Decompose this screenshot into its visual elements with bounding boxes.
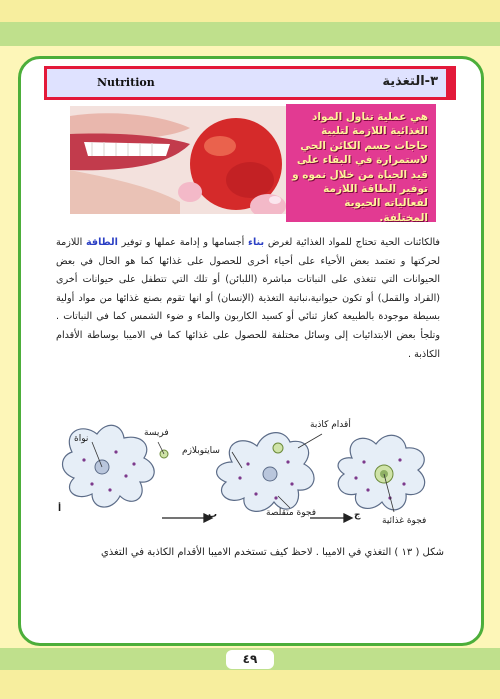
paragraph-part-2: أجسامها و إدامة عملها و توفير xyxy=(117,237,249,248)
label-cytoplasm: سايتوبلازم xyxy=(182,446,220,456)
top-yellow-band xyxy=(0,0,500,22)
label-pseudopodia: أقدام كاذبة xyxy=(310,420,351,430)
body-paragraph xyxy=(56,234,440,364)
page-number: ٤٩ xyxy=(226,650,274,669)
label-prey: فريسة xyxy=(144,428,169,438)
label-stage-c: ج xyxy=(354,510,361,520)
amoeba-b-prey xyxy=(273,443,283,453)
label-contractile-vacuole: فجوة متقلصة xyxy=(266,508,317,518)
apple-mouth-photo xyxy=(70,106,288,214)
top-green-band xyxy=(0,22,500,46)
label-stage-a: أ xyxy=(58,504,62,514)
keyword-energy: الطاقة xyxy=(85,237,118,248)
figure-caption: شكل ( ١٣ ) التغذي في الاميبا . لاحظ كيف تستخدم الاميبا الأقدام الكاذبة في التغذي xyxy=(100,547,444,558)
label-food-vacuole: فجوة غذائية xyxy=(382,516,427,526)
section-header xyxy=(44,66,456,100)
keyword-building: بناء xyxy=(248,237,265,248)
bottom-yellow-band xyxy=(0,670,500,699)
paragraph-part-1: فالكائنات الحية تحتاج للمواد الغذائية لغرض xyxy=(264,237,441,248)
label-nucleus: نواة xyxy=(74,434,89,444)
amoeba-b-nucleus xyxy=(263,467,277,481)
label-stage-b: ب xyxy=(208,510,218,520)
apple-mouth-illustration xyxy=(70,106,288,214)
section-title-arabic: ٣-التغذية xyxy=(382,74,438,89)
amoeba-feeding-figure xyxy=(52,412,452,538)
paragraph-part-3: اللازمة لحركتها و تعتمد بعض الأحياء على أحياء أخرى للحصول على غذائها كما هو الحال في بعض الحيوانات التي تتغذى على النباتات مباشرة (اللبائن) أو تلك التي تتطفل على حيوانات أخرى (القراد والقمل) أو تكون حيوانية،نباتية التغذية (الإنسان) أو انها تقوم بصنع غذائها من مواد أولية بسيطة موجودة بالطبيعة كغاز ثنائي أو كسيد الكاربون والماء و ضوء الشمس كما في النباتات . وتلجأ بعض الابتدائيات إلى وسائل مختلفة للحصول على غذائها كما في الاميبا بوساطة الأقدام الكاذبة . xyxy=(56,237,440,360)
stage-arrows xyxy=(162,514,352,522)
section-title-english: Nutrition xyxy=(97,76,155,89)
definition-text: هي عملية تناول المواد الغذائية اللازمة لتلبية حاجات جسم الكائن الحي لاستمرارة في البقاء على قيد الحياة من خلال نموه و توفير الطاقة اللازمة لفعالياته الحيوية المختلفة. xyxy=(292,111,428,224)
definition-box xyxy=(286,104,436,222)
